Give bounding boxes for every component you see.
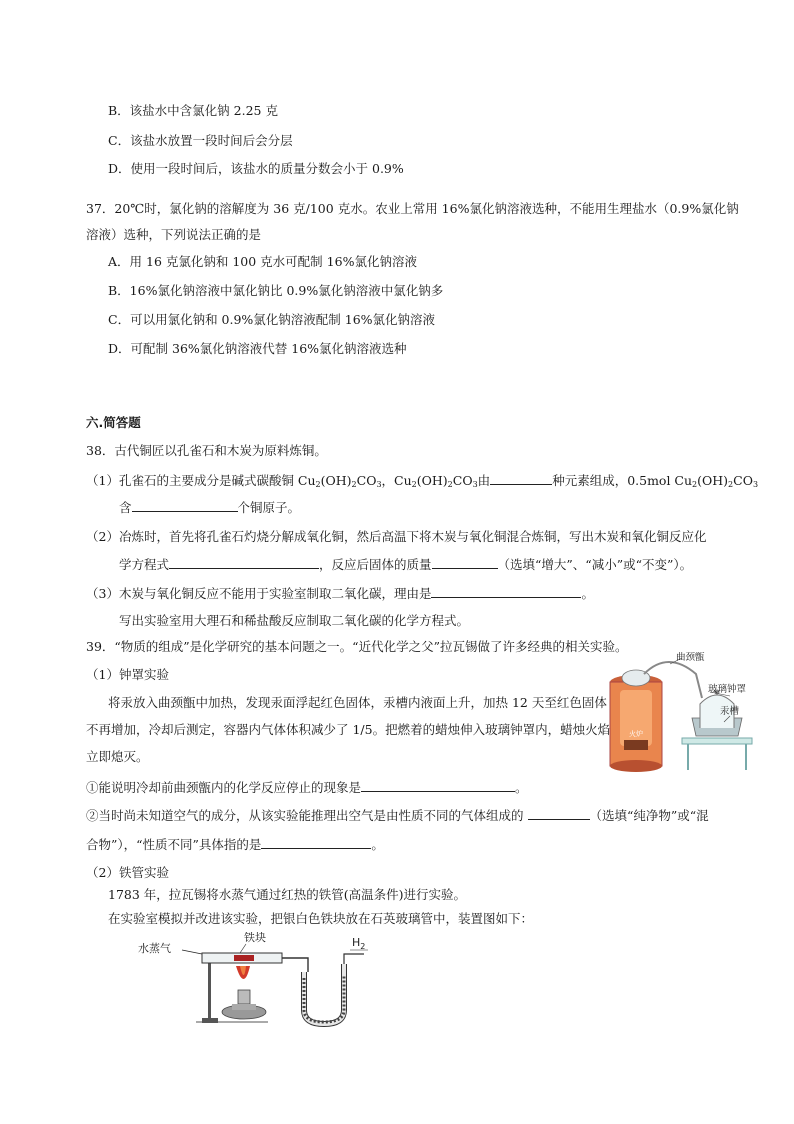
section-title: 六.简答题	[86, 415, 141, 430]
q37-stem-line1: 37．20℃时，氯化钠的溶解度为 36 克/100 克水。农业上常用 16%氯化钠溶液选种，不能用生理盐水（0.9%氯化钠	[86, 201, 739, 216]
hydrogen-label: $H_2$	[352, 936, 366, 951]
q37-option-d: D．可配制 36%氯化钠溶液代替 16%氯化钠溶液选种	[108, 341, 407, 356]
q36-option-d: D．使用一段时间后，该盐水的质量分数会小于 0.9%	[108, 161, 404, 176]
trough-label: 汞槽	[720, 706, 740, 717]
q36-option-c: C．该盐水放置一段时间后会分层	[108, 133, 293, 148]
steam-label: 水蒸气	[138, 942, 171, 955]
furnace-label: 火炉	[629, 730, 643, 738]
q38-part3-line1: （3）木炭与氧化铜反应不能用于实验室制取二氧化碳，理由是 。	[86, 586, 594, 601]
q39-sub2-line1: ②当时尚未知道空气的成分，从该实验能推理出空气是由性质不同的气体组成的 （选填“纯净物”或“混	[86, 808, 709, 823]
q39-part2-text1: 1783 年，拉瓦锡将水蒸气通过红热的铁管(高温条件)进行实验。	[108, 887, 467, 902]
answer-blank[interactable]	[490, 471, 552, 485]
q39-sub1: ①能说明冷却前曲颈甑内的化学反应停止的现象是 。	[86, 780, 528, 795]
answer-blank[interactable]	[528, 806, 590, 820]
iron-block-label: 铁块	[244, 932, 266, 944]
q38-part3-line2: 写出实验室用大理石和稀盐酸反应制取二氧化碳的化学方程式。	[119, 613, 470, 628]
q38-part2-line1: （2）冶炼时，首先将孔雀石灼烧分解成氧化铜，然后高温下将木炭与氧化铜混合炼铜，写出木炭和氧化铜反应化	[86, 529, 707, 544]
answer-blank[interactable]	[261, 835, 371, 849]
q39-part1-text1: 将汞放入曲颈甑中加热，发现汞面浮起红色固体，汞槽内液面上升，加热 12 天至红色固体	[108, 695, 607, 710]
q39-part1-text3: 立即熄灭。	[86, 749, 149, 764]
iron-tube-apparatus-figure	[138, 932, 378, 1028]
bell-jar-apparatus-figure	[596, 652, 756, 778]
q39-part2-title: （2）铁管实验	[86, 865, 169, 880]
answer-blank[interactable]	[361, 778, 515, 792]
q37-option-c: C．可以用氯化钠和 0.9%氯化钠溶液配制 16%氯化钠溶液	[108, 312, 436, 327]
q39-part1-text2: 不再增加，冷却后测定，容器内气体体积减少了 1/5。把燃着的蜡烛伸入玻璃钟罩内，蜡烛火焰	[86, 722, 611, 737]
answer-blank[interactable]	[132, 498, 238, 512]
q37-option-a: A．用 16 克氯化钠和 100 克水可配制 16%氯化钠溶液	[108, 254, 417, 269]
q38-part1-line1: （1）孔雀石的主要成分是碱式碳酸铜 $Cu_2(OH)_2CO_3$，$Cu_2(OH)_2CO_3$由 种元素组成，0.5mol $Cu_2(OH)_2CO_3$	[86, 473, 759, 489]
answer-blank[interactable]	[431, 584, 581, 598]
bell-jar-label: 玻璃钟罩	[708, 684, 747, 695]
q38-part1-line2: 含 个铜原子。	[119, 500, 301, 515]
answer-blank[interactable]	[432, 555, 498, 569]
q38-stem: 38．古代铜匠以孔雀石和木炭为原料炼铜。	[86, 443, 327, 458]
q39-stem: 39．“物质的组成”是化学研究的基本问题之一。“近代化学之父”拉瓦锡做了许多经典的相关实验。	[86, 639, 628, 654]
q38-part2-line2: 学方程式 ，反应后固体的质量 （选填“增大”、“减小”或“不变”）。	[119, 557, 693, 572]
q36-option-b: B．该盐水中含氯化钠 2.25 克	[108, 103, 278, 118]
q39-sub2-line2: 合物”），“性质不同”具体指的是 。	[86, 837, 384, 852]
answer-blank[interactable]	[169, 555, 319, 569]
q37-stem-line2: 溶液）选种，下列说法正确的是	[86, 227, 262, 242]
q39-part2-text2: 在实验室模拟并改进该实验，把银白色铁块放在石英玻璃管中，装置图如下：	[108, 911, 534, 926]
q37-option-b: B．16%氯化钠溶液中氯化钠比 0.9%氯化钠溶液中氯化钠多	[108, 283, 444, 298]
q39-part1-title: （1）钟罩实验	[86, 667, 169, 682]
retort-label: 曲颈甑	[676, 652, 705, 663]
